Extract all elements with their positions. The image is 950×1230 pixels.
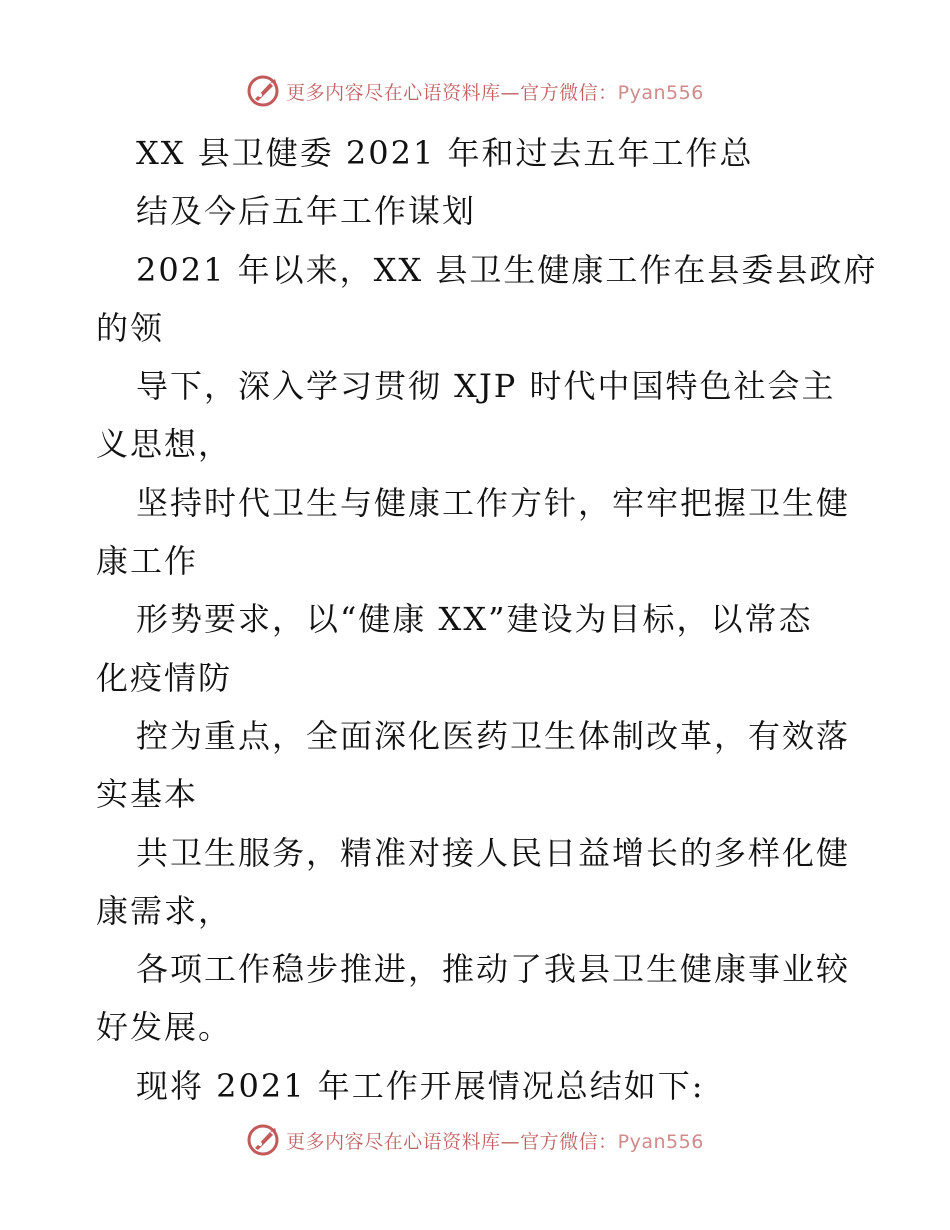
text-line: 实基本 <box>96 775 199 814</box>
text-line: 形势要求，以“健康 XX”建设为目标，以常态 <box>136 600 813 639</box>
text-line: 义思想， <box>96 425 233 464</box>
document-body <box>96 124 878 1115</box>
text-line: 的领 <box>96 308 165 347</box>
text-line: 好发展。 <box>96 1008 233 1047</box>
text-line: XX 县卫健委 2021 年和过去五年工作总 <box>136 134 754 172</box>
text-line: 结及今后五年工作谋划 <box>136 192 477 231</box>
watermark-footer <box>0 1120 950 1160</box>
text-line: 康需求， <box>96 891 233 930</box>
text-line: 导下，深入学习贯彻 XJP 时代中国特色社会主 <box>136 367 836 406</box>
text-line: 共卫生服务，精准对接人民日益增长的多样化健 <box>136 833 851 872</box>
text-line: 各项工作稳步推进，推动了我县卫生健康事业较 <box>136 950 851 989</box>
watermark-header <box>0 71 950 111</box>
text-line: 坚持时代卫生与健康工作方针，牢牢把握卫生健 <box>136 483 851 522</box>
watermark-text: 更多内容尽在心语资料库—官方微信：Pyan556 <box>286 81 704 104</box>
text-line: 现将 2021 年工作开展情况总结如下: <box>136 1066 705 1105</box>
watermark-text: 更多内容尽在心语资料库—官方微信：Pyan556 <box>286 1130 704 1153</box>
text-line: 化疫情防 <box>96 658 233 697</box>
quill-pen-logo-icon <box>246 1123 280 1157</box>
quill-pen-logo-icon <box>246 74 280 108</box>
text-line: 控为重点，全面深化医药卫生体制改革，有效落 <box>136 716 851 755</box>
text-line: 2021 年以来，XX 县卫生健康工作在县委县政府 <box>136 250 878 289</box>
text-line: 康工作 <box>96 542 199 581</box>
